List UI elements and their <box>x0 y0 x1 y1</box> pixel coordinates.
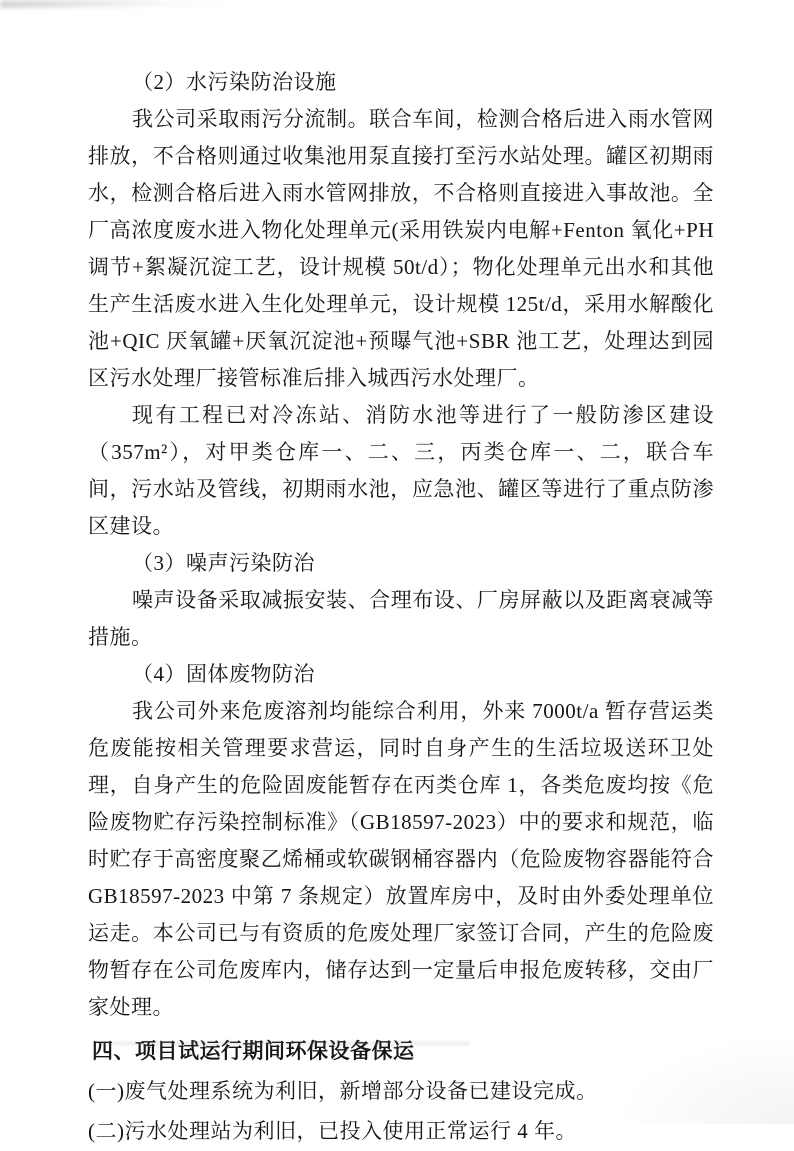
scan-artifact-streak <box>100 1042 470 1045</box>
paragraph-1-subheading: （2）水污染防治设施 <box>132 70 337 94</box>
paragraph-6-subheading: （4）固体废物防治 <box>132 662 315 686</box>
paragraph-3-body: 现有工程已对冷冻站、消防水池等进行了一般防渗区建设（357m²），对甲类仓库一、二、三，丙类仓库一、二，联合车间，污水站及管线，初期雨水池，应急池、罐区等进行了重点防渗区建设。 <box>88 403 714 538</box>
paragraph-8-section-heading: 四、项目试运行期间环保设备保运 <box>92 1039 415 1063</box>
document-body <box>88 64 714 1151</box>
paragraph-7-body: 我公司外来危废溶剂均能综合利用，外来 7000t/a 暂存营运类危废能按相关管理要求营运，同时自身产生的生活垃圾送环卫处理，自身产生的危险固废能暂存在丙类仓库 1，各类危废均按《危险废物贮存污染控制标准》（GB18597-2023）中的要求和规范，临时贮存于高密度聚乙烯桶或软碳钢桶容器内（危险废物容器能符合 GB18597-2023 中第 7 条规定）放置库房中，及时由外委处理单位运走。本公司已与有资质的危废处理厂家签订合同，产生的危险废物暂存在公司危废库内，储存达到一定量后申报危废转移，交由厂家处理。 <box>88 699 714 1019</box>
paragraph-4-subheading: （3）噪声污染防治 <box>132 551 315 575</box>
scan-artifact-bottom-right <box>614 1034 794 1124</box>
paragraph-10-list-item: (二)污水处理站为利旧，已投入使用正常运行 4 年。 <box>88 1119 577 1143</box>
paragraph-5-body: 噪声设备采取减振安装、合理布设、厂房屏蔽以及距离衰减等措施。 <box>88 588 714 649</box>
paragraph-2-body: 我公司采取雨污分流制。联合车间，检测合格后进入雨水管网排放，不合格则通过收集池用泵直接打至污水站处理。罐区初期雨水，检测合格后进入雨水管网排放，不合格则直接进入事故池。全厂高浓度废水进入物化处理单元(采用铁炭内电解+Fenton 氧化+PH 调节+絮凝沉淀工艺，设计规模 50t/d）；物化处理单元出水和其他生产生活废水进入生化处理单元，设计规模 125t/d，采用水解酸化池+QIC 厌氧罐+厌氧沉淀池+预曝气池+SBR 池工艺，处理达到园区污水处理厂接管标准后排入城西污水处理厂。 <box>88 107 714 390</box>
paragraph-9-list-item: (一)废气处理系统为利旧，新增部分设备已建设完成。 <box>88 1079 598 1103</box>
scan-artifact-top-left <box>0 0 230 8</box>
